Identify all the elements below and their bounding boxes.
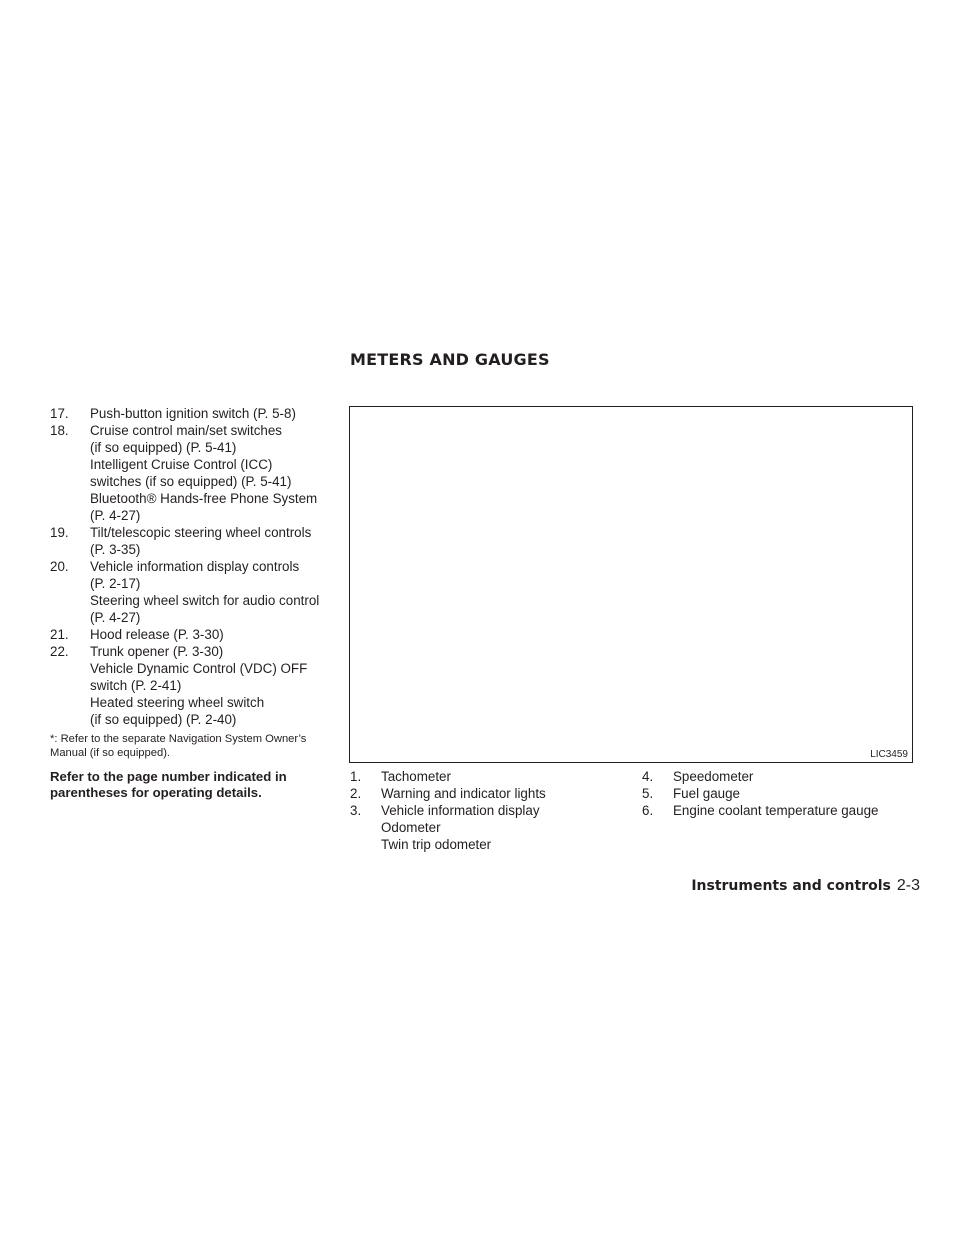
item-subline: (P. 3-35)	[90, 542, 141, 557]
item-number: 21.	[50, 627, 69, 642]
item-number: 3.	[350, 803, 362, 818]
figure-legend-left	[350, 768, 630, 853]
item-number: 17.	[50, 406, 69, 421]
item-text: Trunk opener (P. 3-30)	[90, 644, 224, 659]
legend-item-3	[350, 802, 630, 819]
item-subline: (if so equipped) (P. 2-40)	[90, 712, 237, 727]
item-text: Warning and indicator lights	[381, 786, 546, 801]
item-number: 18.	[50, 423, 69, 438]
item-text: Speedometer	[673, 769, 754, 784]
item-text: Tachometer	[381, 769, 451, 784]
item-text: Tilt/telescopic steering wheel controls	[90, 525, 312, 540]
item-number: 5.	[642, 786, 654, 801]
page-footer	[691, 877, 920, 895]
legend-item-6	[642, 802, 912, 819]
item-text: Vehicle information display	[381, 803, 540, 818]
legend-item-2	[350, 785, 630, 802]
item-subline: Steering wheel switch for audio control	[90, 593, 320, 608]
item-subline: (if so equipped) (P. 5-41)	[90, 440, 237, 455]
item-subline: Intelligent Cruise Control (ICC)	[90, 457, 273, 472]
legend-item-4	[642, 768, 912, 785]
item-number: 19.	[50, 525, 69, 540]
section-title: METERS AND GAUGES	[350, 350, 550, 369]
item-subline: (P. 2-17)	[90, 576, 141, 591]
item-text: Hood release (P. 3-30)	[90, 627, 224, 642]
item-number: 4.	[642, 769, 654, 784]
item-number: 6.	[642, 803, 654, 818]
figure-code: LIC3459	[870, 749, 908, 760]
footer-section-name: Instruments and controls	[691, 878, 891, 894]
list-item-18	[50, 422, 335, 439]
item-text: Engine coolant temperature gauge	[673, 803, 879, 818]
page-number: 2-3	[896, 877, 920, 894]
left-column	[50, 405, 335, 801]
list-item-19	[50, 524, 335, 541]
figure-legend-right	[642, 768, 912, 819]
footnote: *: Refer to the separate Navigation System Owner’s Manual (if so equipped).	[50, 733, 307, 759]
legend-item-5	[642, 785, 912, 802]
list-item-21	[50, 626, 335, 643]
item-subline: Twin trip odometer	[381, 837, 492, 852]
legend-item-1	[350, 768, 630, 785]
list-item-20	[50, 558, 335, 575]
item-subline: switches (if so equipped) (P. 5-41)	[90, 474, 292, 489]
item-subline: Odometer	[381, 820, 441, 835]
item-number: 1.	[350, 769, 362, 784]
item-number: 2.	[350, 786, 362, 801]
item-text: Fuel gauge	[673, 786, 741, 801]
item-subline: Bluetooth® Hands-free Phone System	[90, 491, 318, 506]
item-subline: switch (P. 2-41)	[90, 678, 182, 693]
item-subline: (P. 4-27)	[90, 508, 141, 523]
item-text: Vehicle information display controls	[90, 559, 300, 574]
item-subline: Heated steering wheel switch	[90, 695, 265, 710]
item-number: 22.	[50, 644, 69, 659]
item-text: Cruise control main/set switches	[90, 423, 283, 438]
list-item-17	[50, 405, 335, 422]
list-item-22	[50, 643, 335, 660]
item-subline: (P. 4-27)	[90, 610, 141, 625]
gauge-illustration-frame	[349, 406, 913, 763]
item-subline: Vehicle Dynamic Control (VDC) OFF	[90, 661, 308, 676]
operating-details-note: Refer to the page number indicated in parentheses for operating details.	[50, 769, 287, 800]
item-number: 20.	[50, 559, 69, 574]
item-text: Push-button ignition switch (P. 5-8)	[90, 406, 296, 421]
